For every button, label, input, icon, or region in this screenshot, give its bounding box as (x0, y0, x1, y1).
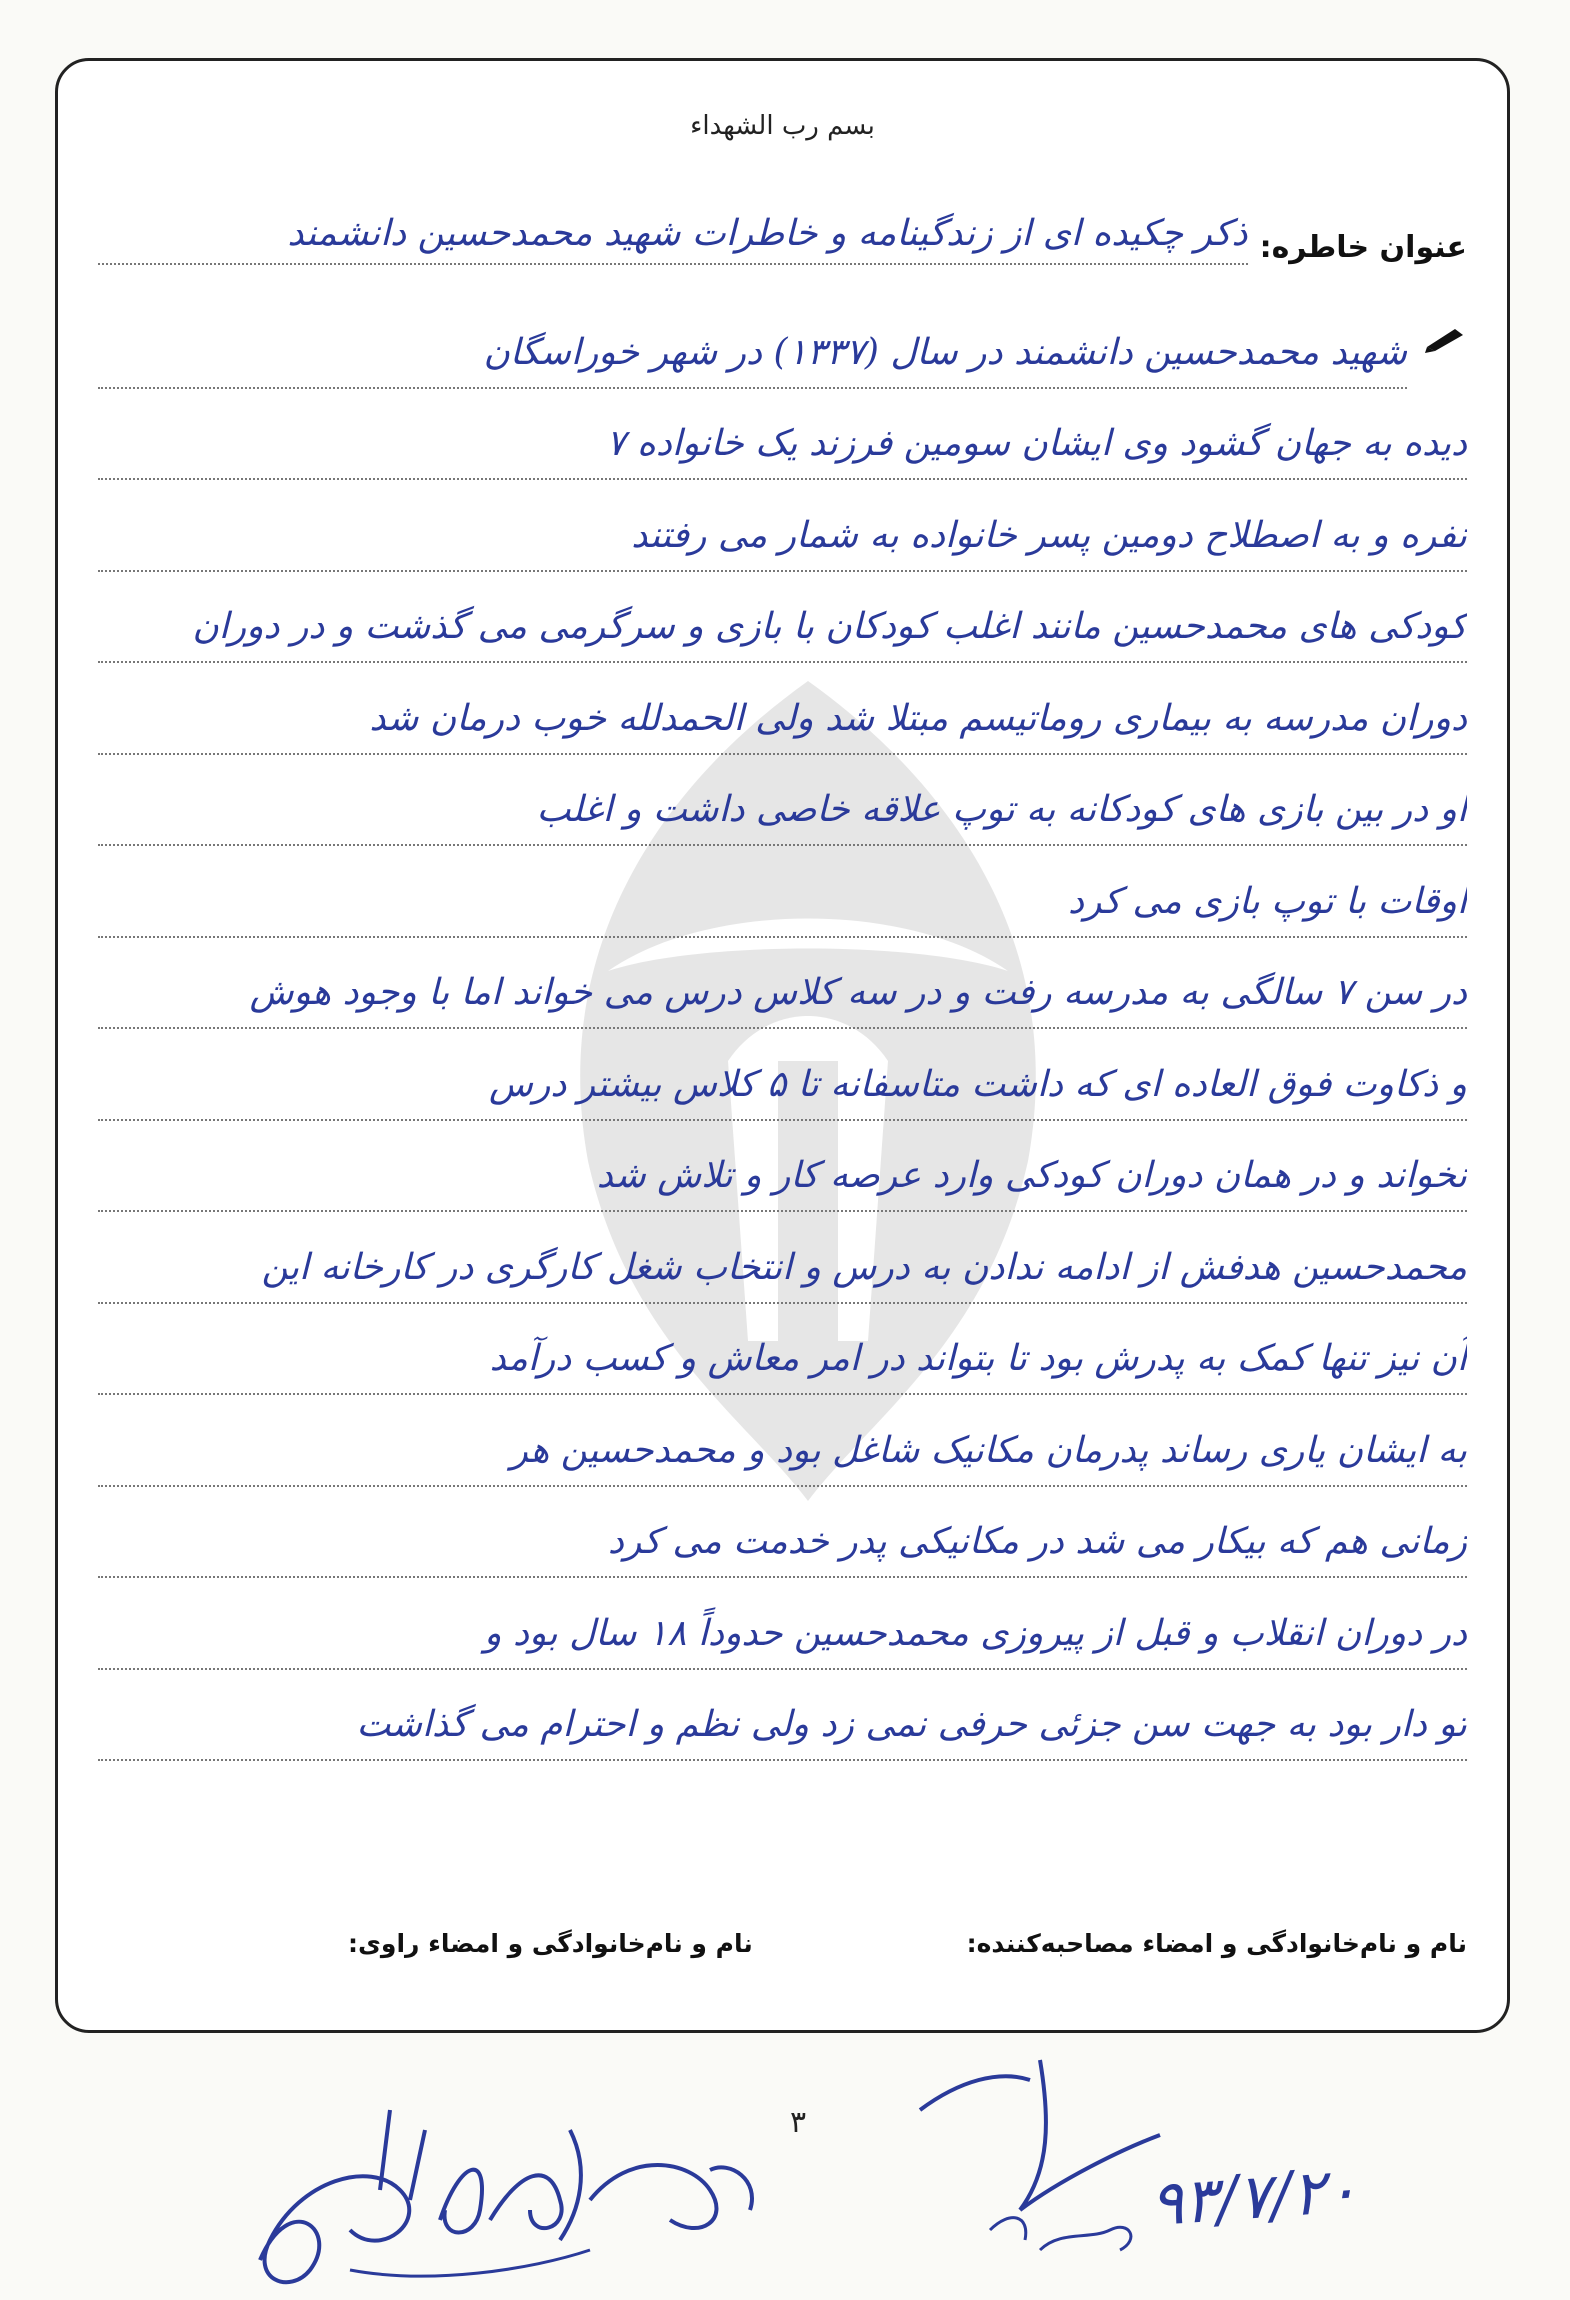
memoir-line (98, 1395, 1467, 1487)
memoir-line-text: نخواند و در همان دوران کودکی وارد عرصه کار و تلاش شد (98, 1146, 1467, 1212)
memoir-line-text: اوقات با توپ بازی می کرد (98, 872, 1467, 938)
memoir-line (98, 938, 1467, 1030)
memoir-line (98, 755, 1467, 847)
memoir-line (98, 389, 1467, 481)
memoir-line-text: نفره و به اصطلاح دومین پسر خانواده به شمار می رفتند (98, 506, 1467, 572)
memoir-line-text: محمدحسین هدفش از ادامه ندادن به درس و انتخاب شغل کارگری در کارخانه این (98, 1238, 1467, 1304)
page-number: ۳ (790, 2105, 807, 2140)
memoir-line (98, 1212, 1467, 1304)
memoir-line-text: او در بین بازی های کودکانه به توپ علاقه خاصی داشت و اغلب (98, 780, 1467, 846)
form-frame (55, 58, 1510, 2033)
narrator-label: نام و نام‌خانوادگی و امضاء راوی: (348, 1929, 753, 1958)
memoir-line-text: کودکی های محمدحسین مانند اغلب کودکان با بازی و سرگرمی می گذشت و در دوران (98, 597, 1467, 663)
memoir-line (98, 297, 1467, 389)
memoir-line (98, 480, 1467, 572)
memoir-line (98, 1121, 1467, 1213)
memoir-line (98, 1029, 1467, 1121)
memoir-lines (98, 297, 1467, 1761)
memoir-line (98, 846, 1467, 938)
memoir-line-text: و ذکاوت فوق العاده ای که داشت متاسفانه تا ۵ کلاس بیشتر درس (98, 1055, 1467, 1121)
header-title: بسم رب الشهداء (690, 111, 875, 141)
memoir-line-text: دیده به جهان گشود وی ایشان سومین فرزند یک خانواده ۷ (98, 414, 1467, 480)
title-label: عنوان خاطره: (1259, 230, 1467, 265)
memoir-line (98, 1578, 1467, 1670)
memoir-line (98, 1304, 1467, 1396)
memoir-line-text: به ایشان یاری رساند پدرمان مکانیک شاغل بود و محمدحسین هر (98, 1421, 1467, 1487)
memoir-line (98, 663, 1467, 755)
narrator-signature (230, 2070, 790, 2300)
memoir-line-text: در دوران انقلاب و قبل از پیروزی محمدحسین حدوداً ۱۸ سال بود و (98, 1604, 1467, 1670)
memoir-line-text: شهید محمدحسین دانشمند در سال (۱۳۳۷) در شهر خوراسگان (98, 323, 1407, 389)
handwritten-date: ۹۳/۷/۲۰ (1147, 2152, 1361, 2241)
signature-labels (98, 1929, 1467, 1958)
memoir-line-text: زمانی هم که بیکار می شد در مکانیکی پدر خدمت می کرد (98, 1512, 1467, 1578)
memoir-line (98, 1487, 1467, 1579)
memoir-line-text: تو دار بود به جهت سن جزئی حرفی نمی زد ولی نظم و احترام می گذاشت (98, 1695, 1467, 1761)
interviewer-label: نام و نام‌خانوادگی و امضاء مصاحبه‌کننده: (966, 1929, 1467, 1958)
title-row (98, 211, 1467, 265)
title-value: ذکر چکیده ای از زندگینامه و خاطرات شهید محمدحسین دانشمند (98, 211, 1248, 265)
memoir-line-text: در سن ۷ سالگی به مدرسه رفت و در سه کلاس درس می خواند اما با وجود هوش (98, 963, 1467, 1029)
memoir-line-text: دوران مدرسه به بیماری روماتیسم مبتلا شد ولی الحمدلله خوب درمان شد (98, 689, 1467, 755)
memoir-line (98, 1670, 1467, 1762)
memoir-line-text: آن نیز تنها کمک به پدرش بود تا بتواند در امر معاش و کسب درآمد (98, 1329, 1467, 1395)
memoir-line (98, 572, 1467, 664)
